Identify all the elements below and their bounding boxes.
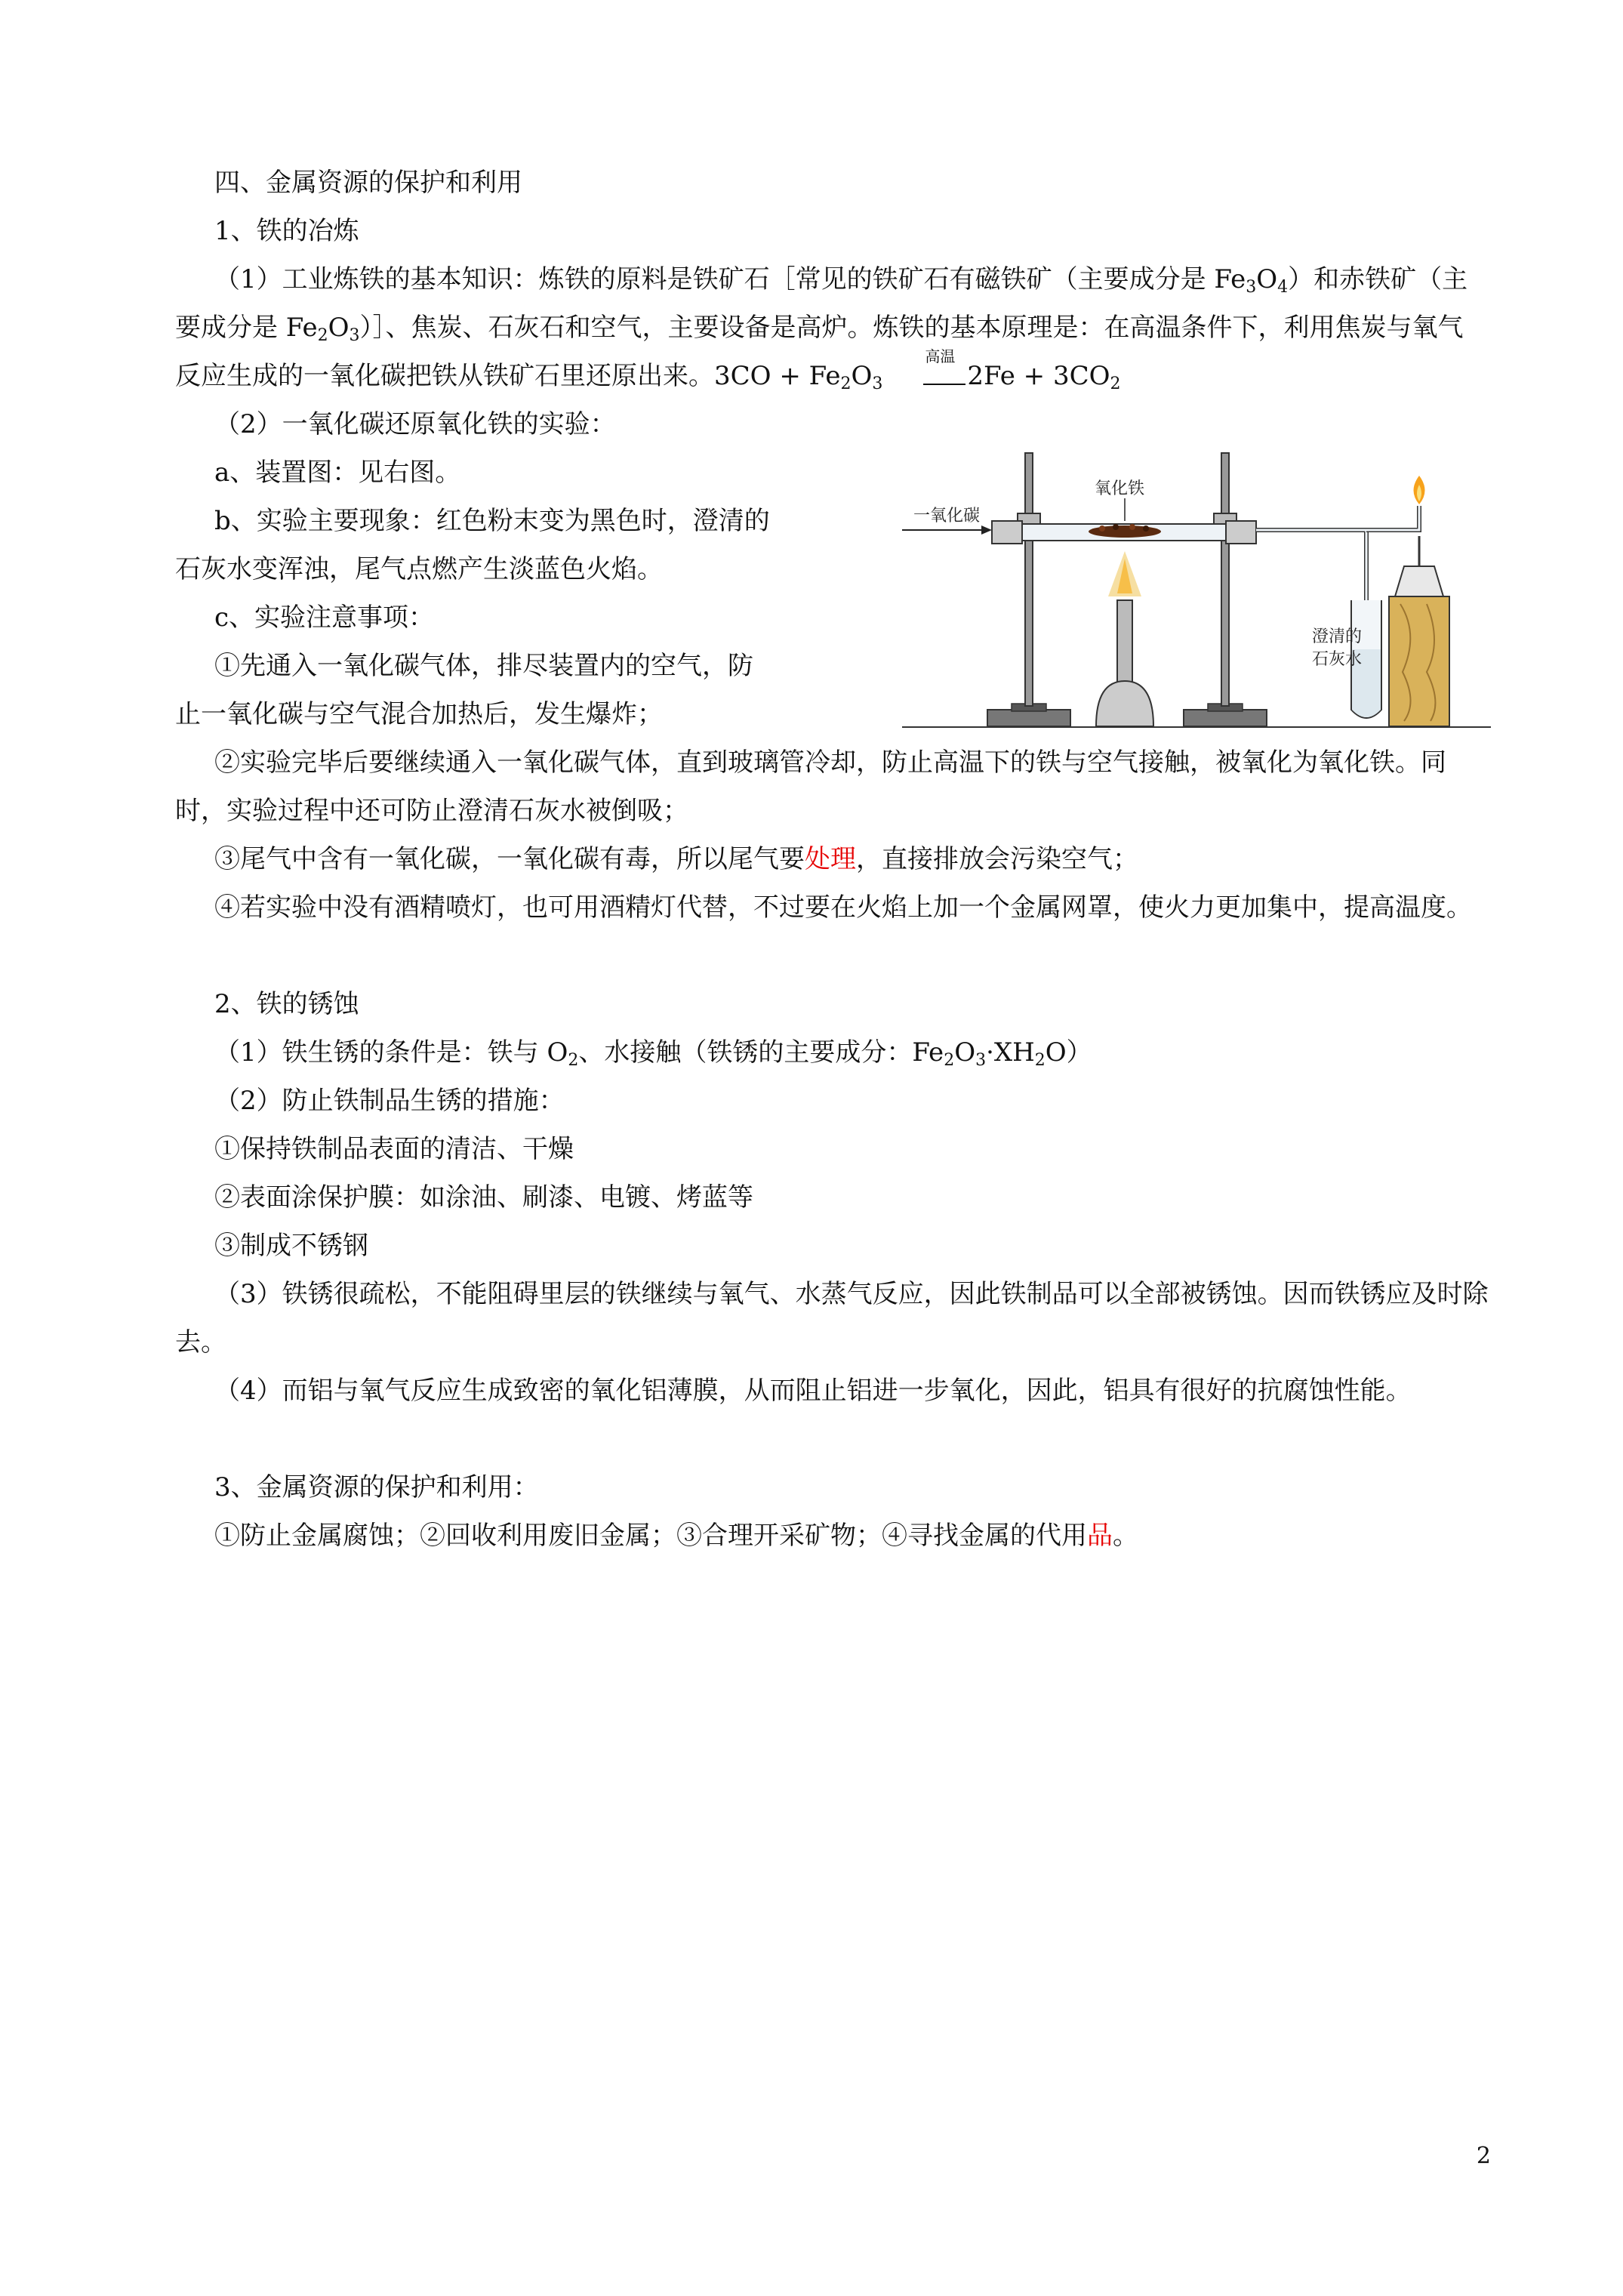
label-iron-oxide: 氧化铁 [1095, 479, 1145, 498]
right-stand-base [1184, 710, 1267, 726]
paragraph-rust-loose: （3）铁锈很疏松，不能阻碍里层的铁继续与氧气、水蒸气反应，因此铁制品可以全部被锈蚀。因而铁锈应及时除去。 [175, 1279, 1489, 1358]
paragraph-industrial-smelting: （1）工业炼铁的基本知识：炼铁的原料是铁矿石［常见的铁矿石有磁铁矿（主要成分是 $Fe_3O_4$）和赤铁矿（主要成分是 $Fe_2O_3)]$、焦炭、石灰石和空气，主要设备是高炉。炼铁的基本原理是：在高温条件下，利用焦炭与氧气反应生成的一氧化碳把铁从铁矿石里还原出来。$3CO + Fe_2O_3$ 高温 $2Fe + 3CO_2$ [175, 255, 1489, 400]
alcohol-lamp [1395, 566, 1443, 596]
item-b-line1: b、实验主要现象：红色粉末变为黑色时，澄清的 [214, 506, 770, 536]
item-a-apparatus: a、装置图：见右图。 [214, 458, 461, 488]
page-number: 2 [1476, 2143, 1491, 2169]
heading-iron-smelting: 1、铁的冶炼 [214, 216, 359, 246]
wooden-block [1389, 596, 1449, 726]
paragraph-rust-prevention: （2）防止铁制品生锈的措施： [214, 1086, 565, 1116]
note-1-line2: 止一氧化碳与空气混合加热后，发生爆炸； [175, 699, 663, 729]
note-4: ④若实验中没有酒精喷灯，也可用酒精灯代替，不过要在火焰上加一个金属网罩，使火力更加集中，提高温度。 [214, 892, 1472, 923]
apparatus-diagram [898, 445, 1495, 732]
measure-3: ③制成不锈钢 [214, 1231, 368, 1261]
left-stand-rod [1025, 453, 1033, 706]
reaction-condition: 高温 [882, 352, 967, 400]
paragraph-aluminium: （4）而铝与氧气反应生成致密的氧化铝薄膜，从而阻止铝进一步氧化，因此，铝具有很好的抗腐蚀性能。 [214, 1376, 1412, 1406]
left-stopper [992, 521, 1022, 544]
heading-iron-rusting: 2、铁的锈蚀 [214, 989, 359, 1019]
label-co: 一氧化碳 [913, 507, 981, 525]
heading-resource-protection: 3、金属资源的保护和利用： [214, 1472, 539, 1502]
note-2: ②实验完毕后要继续通入一氧化碳气体，直到玻璃管冷却，防止高温下的铁与空气接触，被氧化为氧化铁。同时，实验过程中还可防止澄清石灰水被倒吸； [175, 747, 1446, 826]
right-stand-rod [1221, 453, 1229, 706]
measure-2: ②表面涂保护膜：如涂油、刷漆、电镀、烤蓝等 [214, 1182, 753, 1213]
section-title: 四、金属资源的保护和利用 [214, 168, 522, 198]
item-b-line2: 石灰水变浑浊，尾气点燃产生淡蓝色火焰。 [175, 554, 663, 584]
spirit-blowtorch-tube [1117, 600, 1132, 691]
measure-1: ①保持铁制品表面的清洁、干燥 [214, 1134, 574, 1164]
paragraph-co-experiment: （2）一氧化碳还原氧化铁的实验： [214, 409, 616, 439]
note-3: ③尾气中含有一氧化碳，一氧化碳有毒，所以尾气要处理，直接排放会污染空气； [214, 844, 1138, 874]
label-limewater-2: 石灰水 [1312, 650, 1363, 669]
note-1-line1: ①先通入一氧化碳气体，排尽装置内的空气，防 [214, 651, 753, 681]
left-stand-base [987, 710, 1070, 726]
item-c-notes: c、实验注意事项： [214, 603, 435, 633]
paragraph-rust-conditions: （1）铁生锈的条件是：铁与 $O_2$、水接触（铁锈的主要成分：$Fe_2O_3\cdot XH_2O$） [214, 1037, 1092, 1070]
label-limewater-1: 澄清的 [1312, 627, 1363, 646]
resource-measures-list: ①防止金属腐蚀；②回收利用废旧金属；③合理开采矿物；④寻找金属的代用品。 [214, 1521, 1138, 1551]
spirit-blowtorch-base [1096, 681, 1153, 726]
right-stopper [1226, 521, 1256, 544]
